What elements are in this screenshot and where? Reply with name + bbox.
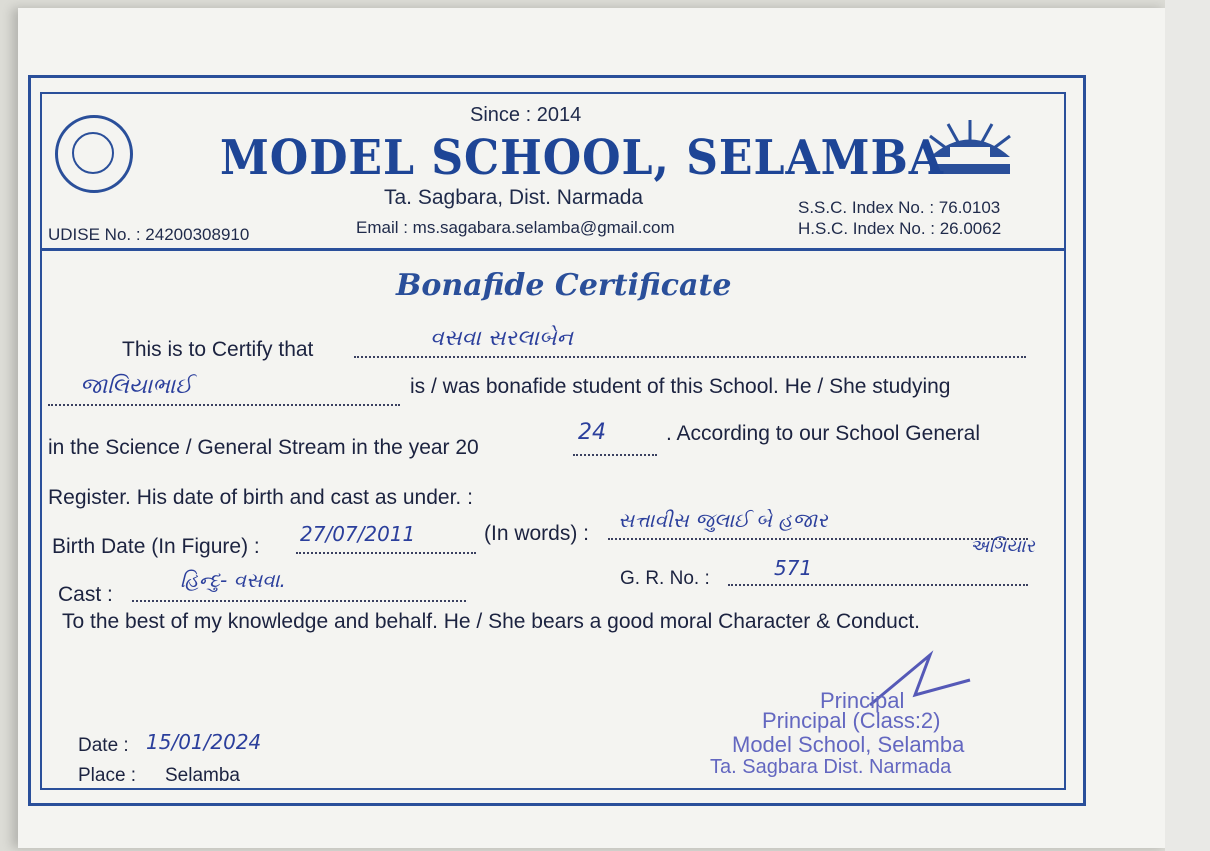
gr-label: G. R. No. :	[620, 568, 710, 589]
student-name: વસવા સરલાબેન	[430, 326, 573, 351]
date-value: 15/01/2024	[146, 730, 262, 754]
birth-words-dotted-line	[608, 538, 1028, 540]
bonafide-text: is / was bonafide student of this School. He / She studying	[410, 375, 951, 398]
government-emblem-icon	[55, 115, 133, 193]
name-dotted-line	[354, 356, 1026, 358]
stamp-line-4: Ta. Sagbara Dist. Narmada	[710, 756, 952, 778]
school-email: Email : ms.sagabara.selamba@gmail.com	[356, 218, 675, 237]
certify-label: This is to Certify that	[122, 338, 314, 361]
certificate-title: Bonafide Certificate	[396, 268, 732, 303]
stamp-line-2: Principal (Class:2)	[762, 708, 941, 733]
gr-value: 571	[774, 556, 813, 580]
register-text: Register. His date of birth and cast as under. :	[48, 486, 473, 509]
since-year: Since : 2014	[470, 104, 582, 126]
place-label: Place :	[78, 765, 137, 786]
school-name: MODEL SCHOOL, SELAMBA	[220, 130, 944, 186]
cast-label: Cast :	[58, 583, 113, 606]
birth-figure-label: Birth Date (In Figure) :	[52, 535, 260, 558]
cast-dotted-line	[132, 600, 466, 602]
stream-text: in the Science / General Stream in the year 20	[48, 436, 479, 459]
birth-words-label: (In words) :	[484, 522, 590, 545]
year-dotted-line	[573, 454, 657, 456]
gr-dotted-line	[728, 584, 1028, 586]
stamp-line-3: Model School, Selamba	[732, 732, 965, 757]
hsc-index: H.S.C. Index No. : 26.0062	[798, 219, 1002, 238]
page-edge	[1165, 0, 1210, 851]
birth-words-value: સત્તાવીસ જુલાઈ બે હજાર	[618, 508, 828, 532]
stamp-line-1: Principal	[820, 688, 905, 713]
father-dotted-line	[48, 404, 400, 406]
school-address: Ta. Sagbara, Dist. Narmada	[384, 186, 644, 209]
place-value: Selamba	[165, 765, 240, 786]
cast-value: હિન્દુ- વસવા.	[180, 568, 286, 592]
father-name: જાલિયાભાઈ	[80, 374, 193, 399]
date-label: Date :	[78, 735, 129, 756]
principal-stamp	[710, 688, 1050, 790]
conduct-statement: To the best of my knowledge and behalf. He / She bears a good moral Character & Conduct.	[62, 610, 920, 633]
ssc-index: S.S.C. Index No. : 76.0103	[798, 198, 1001, 217]
according-text: . According to our School General	[666, 422, 981, 445]
birth-figure-value: 27/07/2011	[300, 522, 416, 546]
header-divider	[40, 248, 1064, 251]
year-suffix: 24	[578, 420, 606, 445]
birth-figure-dotted-line	[296, 552, 476, 554]
udise-number: UDISE No. : 24200308910	[48, 225, 250, 244]
birth-words-value-continued: અગિયાર	[970, 536, 1035, 557]
